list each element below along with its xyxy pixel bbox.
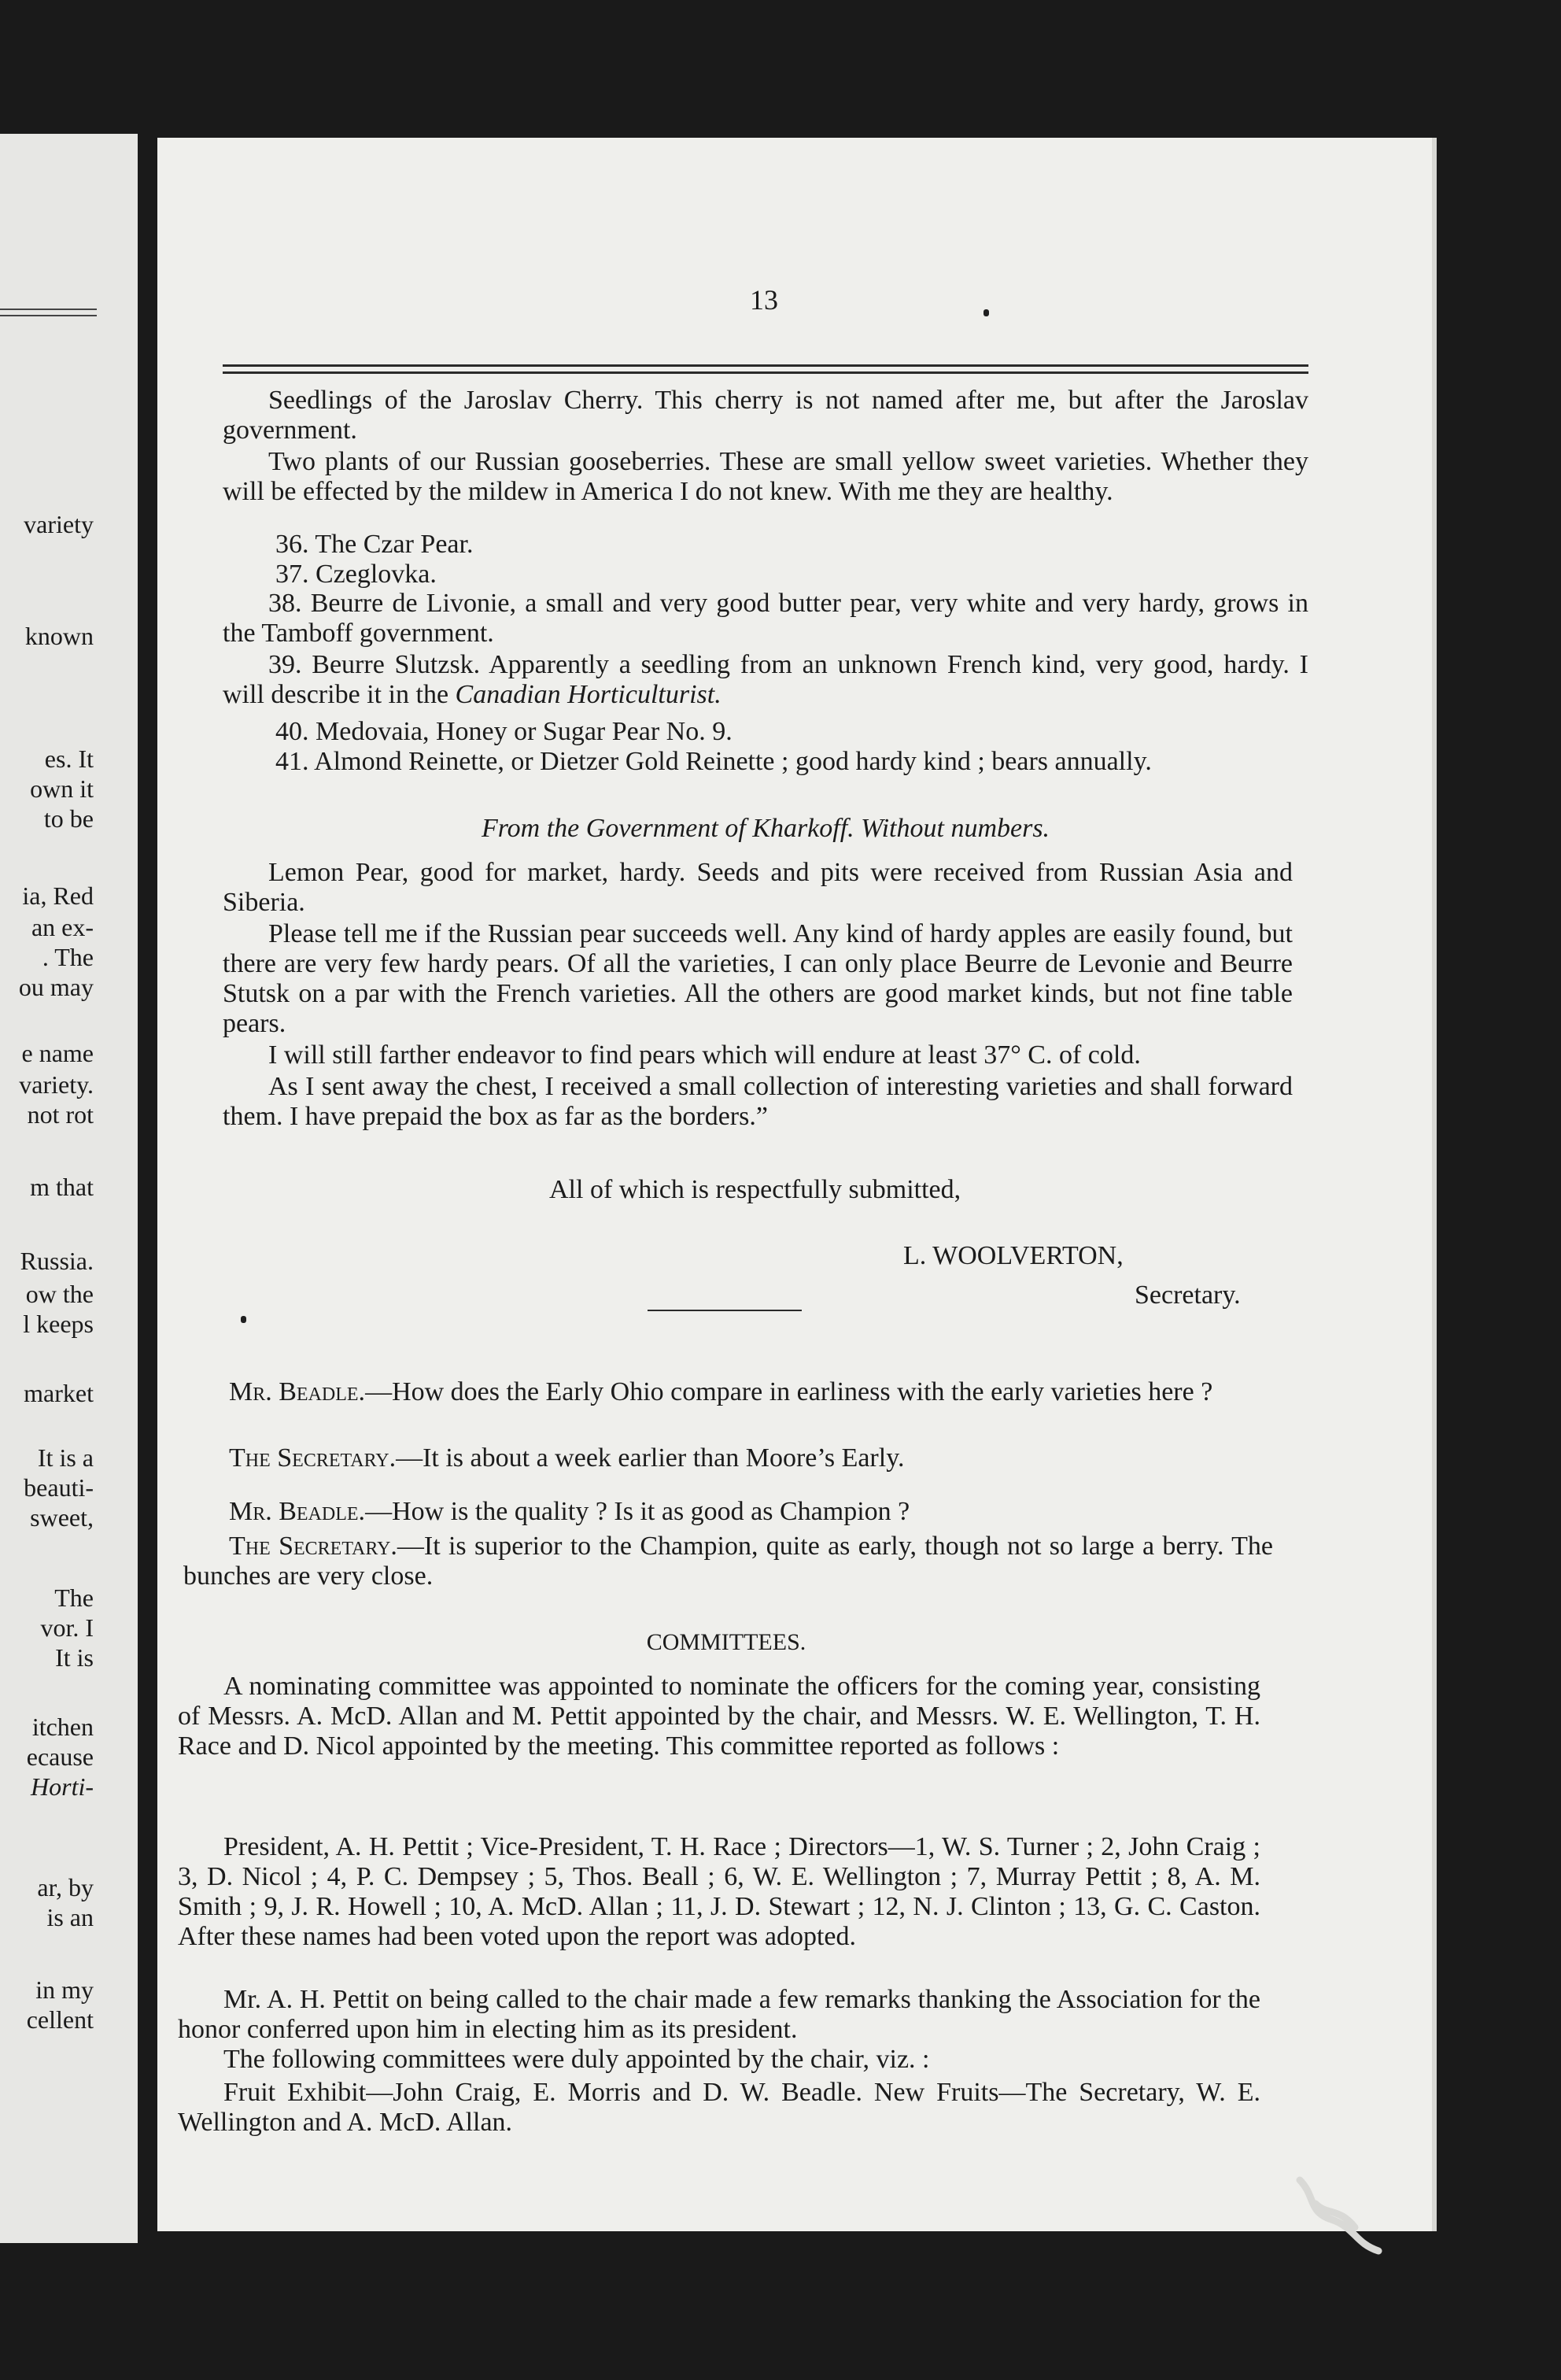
facing-page-line: m that: [30, 1173, 94, 1201]
dialogue-entry: The Secretary.—It is about a week earlier than Moore’s Early.: [229, 1443, 905, 1473]
facing-page-line: . The: [42, 943, 94, 971]
committees-heading: COMMITTEES.: [646, 1629, 806, 1655]
facing-page-rule: [0, 315, 97, 316]
dialogue-entry: The Secretary.—It is superior to the Champion, quite as early, though not so large a berry. The bunches are very close.: [183, 1532, 1273, 1591]
facing-page-rule: [0, 309, 97, 310]
facing-page-line: ia, Red: [22, 881, 94, 910]
paragraph: The following committees were duly appointed by the chair, viz. :: [223, 2045, 930, 2074]
paragraph: Seedlings of the Jaroslav Cherry. This cherry is not named after me, but after the Jaroslav government.: [223, 386, 1308, 445]
section-subheading: From the Government of Kharkoff. Without numbers.: [481, 814, 1050, 843]
dialogue-entry: Mr. Beadle.—How does the Early Ohio compare in earliness with the early varieties here ?: [229, 1377, 1213, 1406]
speaker-name: Mr. Beadle.: [229, 1377, 366, 1406]
facing-page-line: variety: [24, 510, 94, 538]
facing-page-line: The: [54, 1584, 94, 1612]
ink-speck: [983, 309, 989, 316]
facing-page-line: known: [24, 622, 94, 650]
numbered-item: 37. Czeglovka.: [275, 560, 437, 589]
signature-name: L. WOOLVERTON,: [903, 1241, 1124, 1270]
facing-page-line: not rot: [27, 1100, 94, 1129]
facing-page-line: own it: [30, 774, 94, 803]
facing-page-line: ow the: [25, 1280, 94, 1308]
facing-page-line: itchen: [31, 1713, 94, 1741]
closing-line: All of which is respectfully submitted,: [549, 1175, 961, 1204]
facing-page-line: ou may: [18, 973, 94, 1001]
dialogue-entry: Mr. Beadle.—How is the quality ? Is it as good as Champion ?: [229, 1497, 910, 1526]
facing-page-line: to be: [43, 804, 94, 833]
facing-page-line: is an: [46, 1903, 94, 1931]
paragraph: 39. Beurre Slutzsk. Apparently a seedling from an unknown French kind, very good, hardy. I will describe it in the Canadian Horticulturist.: [223, 650, 1308, 709]
header-rule: [223, 364, 1308, 367]
facing-page-line: It is a: [37, 1443, 94, 1472]
numbered-item: 36. The Czar Pear.: [275, 530, 474, 559]
section-divider: [648, 1310, 802, 1311]
facing-page-line: ecause: [26, 1743, 94, 1771]
paragraph: President, A. H. Pettit ; Vice-President, T. H. Race ; Directors—1, W. S. Turner ; 2, John Craig ; 3, D. Nicol ; 4, P. C. Dempsey ; 5, Thos. Beall ; 6, W. E. Wellington ; 7, Murray Pettit ; 8, A. M. Smith ; 9, J. R. Howell ; 10, A. McD. Allan ; 11, J. D. Stewart ; 12, N. J. Clinton ; 13, G. C. Caston. After these names had been voted upon the report was adopted.: [178, 1832, 1260, 1951]
speaker-name: The Secretary.: [229, 1532, 397, 1561]
speaker-name: The Secretary.: [229, 1443, 397, 1473]
facing-page-line: l keeps: [23, 1310, 94, 1338]
facing-page-line: Horti-: [31, 1772, 94, 1801]
facing-page-line: vor. I: [40, 1613, 94, 1642]
paragraph: Mr. A. H. Pettit on being called to the chair made a few remarks thanking the Association for the honor conferred upon him in electing him as its president.: [178, 1985, 1260, 2044]
paragraph: Lemon Pear, good for market, hardy. Seeds and pits were received from Russian Asia and Siberia.: [223, 858, 1293, 917]
facing-page-line: ar, by: [37, 1873, 94, 1901]
facing-page-line: e name: [21, 1039, 94, 1067]
paragraph: Two plants of our Russian gooseberries. These are small yellow sweet varieties. Whether they will be effected by the mildew in America I do not knew. With me they are healthy.: [223, 447, 1308, 506]
paragraph: 38. Beurre de Livonie, a small and very good butter pear, very white and very hardy, grows in the Tamboff government.: [223, 589, 1308, 648]
page-number: 13: [750, 284, 778, 316]
page-smudge-mark: [1284, 2172, 1394, 2267]
facing-page-line: an ex-: [31, 913, 94, 941]
facing-page-line: sweet,: [30, 1503, 94, 1532]
facing-page-line: in my: [35, 1975, 94, 2004]
numbered-item: 41. Almond Reinette, or Dietzer Gold Reinette ; good hardy kind ; bears annually.: [275, 747, 1152, 776]
numbered-item: 40. Medovaia, Honey or Sugar Pear No. 9.: [275, 717, 733, 746]
facing-page-fragment: [0, 134, 138, 2243]
facing-page-line: variety.: [19, 1070, 94, 1099]
facing-page-line: Russia.: [20, 1247, 94, 1275]
paragraph: A nominating committee was appointed to nominate the officers for the coming year, consisting of Messrs. A. McD. Allan and M. Pettit appointed by the chair, and Messrs. W. E. Wellington, T. H. Race and D. Nicol appointed by the meeting. This committee reported as follows :: [178, 1672, 1260, 1761]
paragraph: As I sent away the chest, I received a small collection of interesting varieties and shall forward them. I have prepaid the box as far as the borders.”: [223, 1072, 1293, 1131]
paragraph: I will still farther endeavor to find pears which will endure at least 37° C. of cold.: [268, 1040, 1141, 1070]
facing-page-line: It is: [55, 1643, 94, 1672]
header-rule: [223, 371, 1308, 374]
facing-page-line: es. It: [44, 745, 94, 773]
facing-page-line: beauti-: [24, 1473, 94, 1502]
paragraph: Fruit Exhibit—John Craig, E. Morris and D. W. Beadle. New Fruits—The Secretary, W. E. Wellington and A. McD. Allan.: [178, 2078, 1260, 2137]
facing-page-line: market: [24, 1379, 94, 1407]
paragraph: Please tell me if the Russian pear succeeds well. Any kind of hardy apples are easily found, but there are very few hardy pears. Of all the varieties, I can only place Beurre de Levonie and Beurre Stutsk on a par with the French varieties. All the others are good market kinds, but not fine table pears.: [223, 919, 1293, 1038]
speaker-name: Mr. Beadle.: [229, 1497, 366, 1526]
ink-speck: [241, 1316, 246, 1323]
facing-page-line: cellent: [26, 2005, 94, 2034]
signature-title: Secretary.: [1135, 1281, 1241, 1310]
